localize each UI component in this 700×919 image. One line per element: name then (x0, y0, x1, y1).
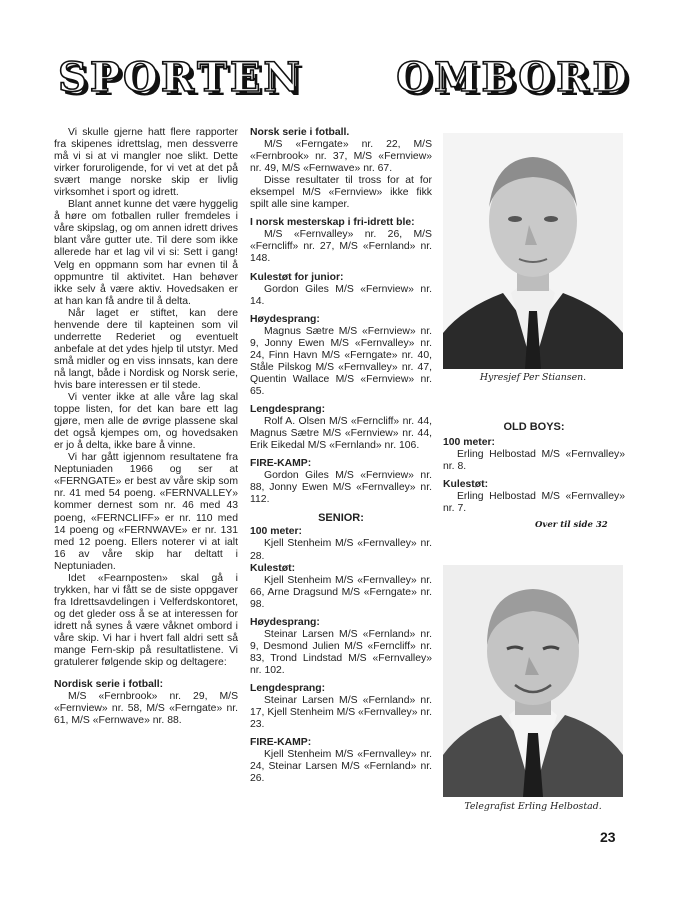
headline-letter: O (396, 54, 433, 101)
photo-caption: Hyresjef Per Stiansen. (479, 372, 587, 383)
headline (58, 52, 628, 104)
portrait-illustration (443, 133, 623, 369)
headline-letter: R (160, 54, 196, 101)
headline-letter: N (263, 54, 301, 101)
section-text: Erling Helbostad M/S «Fernvalley» nr. 8. (443, 449, 625, 473)
section-heading: FIRE-KAMP: (250, 458, 312, 470)
section-text: Kjell Stenheim M/S «Fernvalley» nr. 24, Steinar Larsen M/S «Fernland» nr. 26. (250, 749, 432, 785)
section-heading: Kulestøt: (443, 479, 489, 491)
body-paragraph: Vi venter ikke at alle våre lag skal toppe listen, for det kan bare ett lag gjøre, men alle de øvrige plassene skal det også kjempes om, og hovedsaken er jo å delta, ikke bare å vinne. (54, 392, 238, 452)
portrait-photo-stiansen (443, 133, 623, 369)
headline-letter: E (229, 54, 262, 101)
headline-letter: D (592, 54, 628, 101)
section-text: Kjell Stenheim M/S «Fernvalley» nr. 66, Arne Dragsund M/S «Ferngate» nr. 98. (250, 574, 432, 610)
column-left (54, 127, 238, 727)
section-text: M/S «Fernvalley» nr. 26, M/S «Ferncliff» nr. 27, M/S «Fernland» nr. 148. (250, 229, 432, 265)
headline-letter: R (556, 54, 591, 101)
headline-letter: B (481, 54, 517, 101)
section-note: Disse resultater til tross for at for eksempel M/S «Fernview» ikke fikk spilt alle sine kamper. (250, 175, 432, 211)
section-text: M/S «Ferngate» nr. 22, M/S «Fernbrook» nr. 37, M/S «Fernview» nr. 49, M/S «Fernwave» nr. 67. (250, 139, 432, 175)
headline-word-sporten (58, 54, 301, 101)
senior-title: SENIOR: (318, 512, 364, 525)
headline-letter: O (122, 54, 159, 101)
section-text: Rolf A. Olsen M/S «Ferncliff» nr. 44, Magnus Sætre M/S «Fernview» nr. 44, Erik Eikedal M/S «Fernland» nr. 106. (250, 416, 432, 452)
section-heading: Nordisk serie i fotball: (54, 679, 164, 691)
section-heading: Kulestøt: (250, 562, 296, 574)
section-heading: FIRE-KAMP: (250, 737, 312, 749)
body-paragraph: Blant annet kunne det være hyggelig å høre om fotballen ruller fremdeles i våre skipslag, og om annen idrett drives blant våre gutter ute. Til dere som ikke allerede har et lag vil vi si: Sett i gang! Velg en oppmann som har evnen til å oppmuntre til aktivitet. Han behøver ikke selv å være aktiv. Hovedsaken er at han kan få andre til å delta. (54, 199, 238, 307)
section-heading: Høydesprang: (250, 313, 320, 325)
section-heading: Lengdesprang: (250, 682, 326, 694)
headline-letter: T (197, 54, 228, 101)
headline-letter: M (434, 54, 480, 101)
section-text: Erling Helbostad M/S «Fernvalley» nr. 7. (443, 491, 625, 515)
section-text: Steinar Larsen M/S «Fernland» nr. 9, Desmond Julien M/S «Ferncliff» nr. 83, Trond Lindstad M/S «Fernvalley» nr. 102. (250, 628, 432, 676)
section-text: Gordon Giles M/S «Fernview» nr. 88, Jonny Ewen M/S «Fernvalley» nr. 112. (250, 470, 432, 506)
continued-note: Over til side 32 (535, 520, 608, 530)
column-right (443, 415, 625, 515)
section-heading: 100 meter: (443, 437, 495, 449)
portrait-illustration (443, 565, 623, 797)
body-paragraph: Vi skulle gjerne hatt flere rapporter fra skipenes idrettslag, men dessverre må vi si at vi mangler noe slikt. Dette virker foruroligende, for vi vet at det på svært mange norske skip er livlig virksomhet i sport og idrett. (54, 127, 238, 199)
column-middle (250, 127, 432, 785)
section-text: Steinar Larsen M/S «Fernland» nr. 17, Kjell Stenheim M/S «Fernvalley» nr. 23. (250, 695, 432, 731)
section-heading: Norsk serie i fotball. (250, 127, 350, 138)
section-heading: Lengdesprang: (250, 403, 326, 415)
section-text: Gordon Giles M/S «Fernview» nr. 14. (250, 283, 432, 307)
body-paragraph: Idet «Fearnposten» skal gå i trykken, har vi fått se de siste oppgaver fra Idrettsavdelingen i Velferdskontoret, og det gleder oss å se at interessen for idrett nå synes å være våknet ombord i våre skip. Vi har i hvert fall aldri sett så mange Fern-skip på resultatlistene. Vi gratulerer følgende skip og deltagere: (54, 572, 238, 669)
page-number: 23 (600, 829, 616, 845)
oldboys-title: OLD BOYS: (503, 421, 565, 433)
portrait-photo-helbostad (443, 565, 623, 797)
section-text: Kjell Stenheim M/S «Fernvalley» nr. 28. (250, 538, 432, 562)
section-text: Magnus Sætre M/S «Fernview» nr. 9, Jonny Ewen M/S «Fernvalley» nr. 24, Finn Havn M/S «Ferngate» nr. 40, Ståle Pilskog M/S «Fernvalley» nr. 47, Quentin Wallace M/S «Fernview» nr. 65. (250, 325, 432, 397)
section-heading: Høydesprang: (250, 616, 320, 628)
headline-letter: S (58, 54, 88, 101)
headline-letter: O (518, 54, 555, 101)
section-heading: I norsk mesterskap i fri-idrett ble: (250, 217, 415, 229)
body-paragraph: Vi har gått igjennom resultatene fra Neptuniaden 1966 og ser at «FERNGATE» er best av våre skip som nr. 41 med 54 poeng. «FERNVALLEY» kommer dernest som nr. 46 med 43 poeng, «FERNCLIFF» er nr. 110 med 14 poeng og «FERNWAVE» er nr. 131 med 12 poeng. Ellers noterer vi at ialt 16 av våre skip har deltatt i Neptuniaden. (54, 452, 238, 572)
section-heading: 100 meter: (250, 526, 302, 538)
photo-caption: Telegrafist Erling Helbostad. (464, 801, 602, 812)
section-text: M/S «Fernbrook» nr. 29, M/S «Fernview» nr. 58, M/S «Ferngate» nr. 61, M/S «Fernwave» nr. 88. (54, 691, 238, 727)
section-heading: Kulestøt for junior: (250, 271, 344, 283)
body-paragraph: Når laget er stiftet, kan dere henvende dere til kapteinen som vil underrette Rederiet og eventuelt anbefale at det ydes hjelp til utstyr. Med små midler og en viss innsats, kan dere nå langt, både i Nordisk og Norsk serie, hvis bare interessen er til stede. (54, 307, 238, 391)
headline-word-ombord (396, 54, 628, 101)
headline-letter: P (89, 54, 121, 101)
